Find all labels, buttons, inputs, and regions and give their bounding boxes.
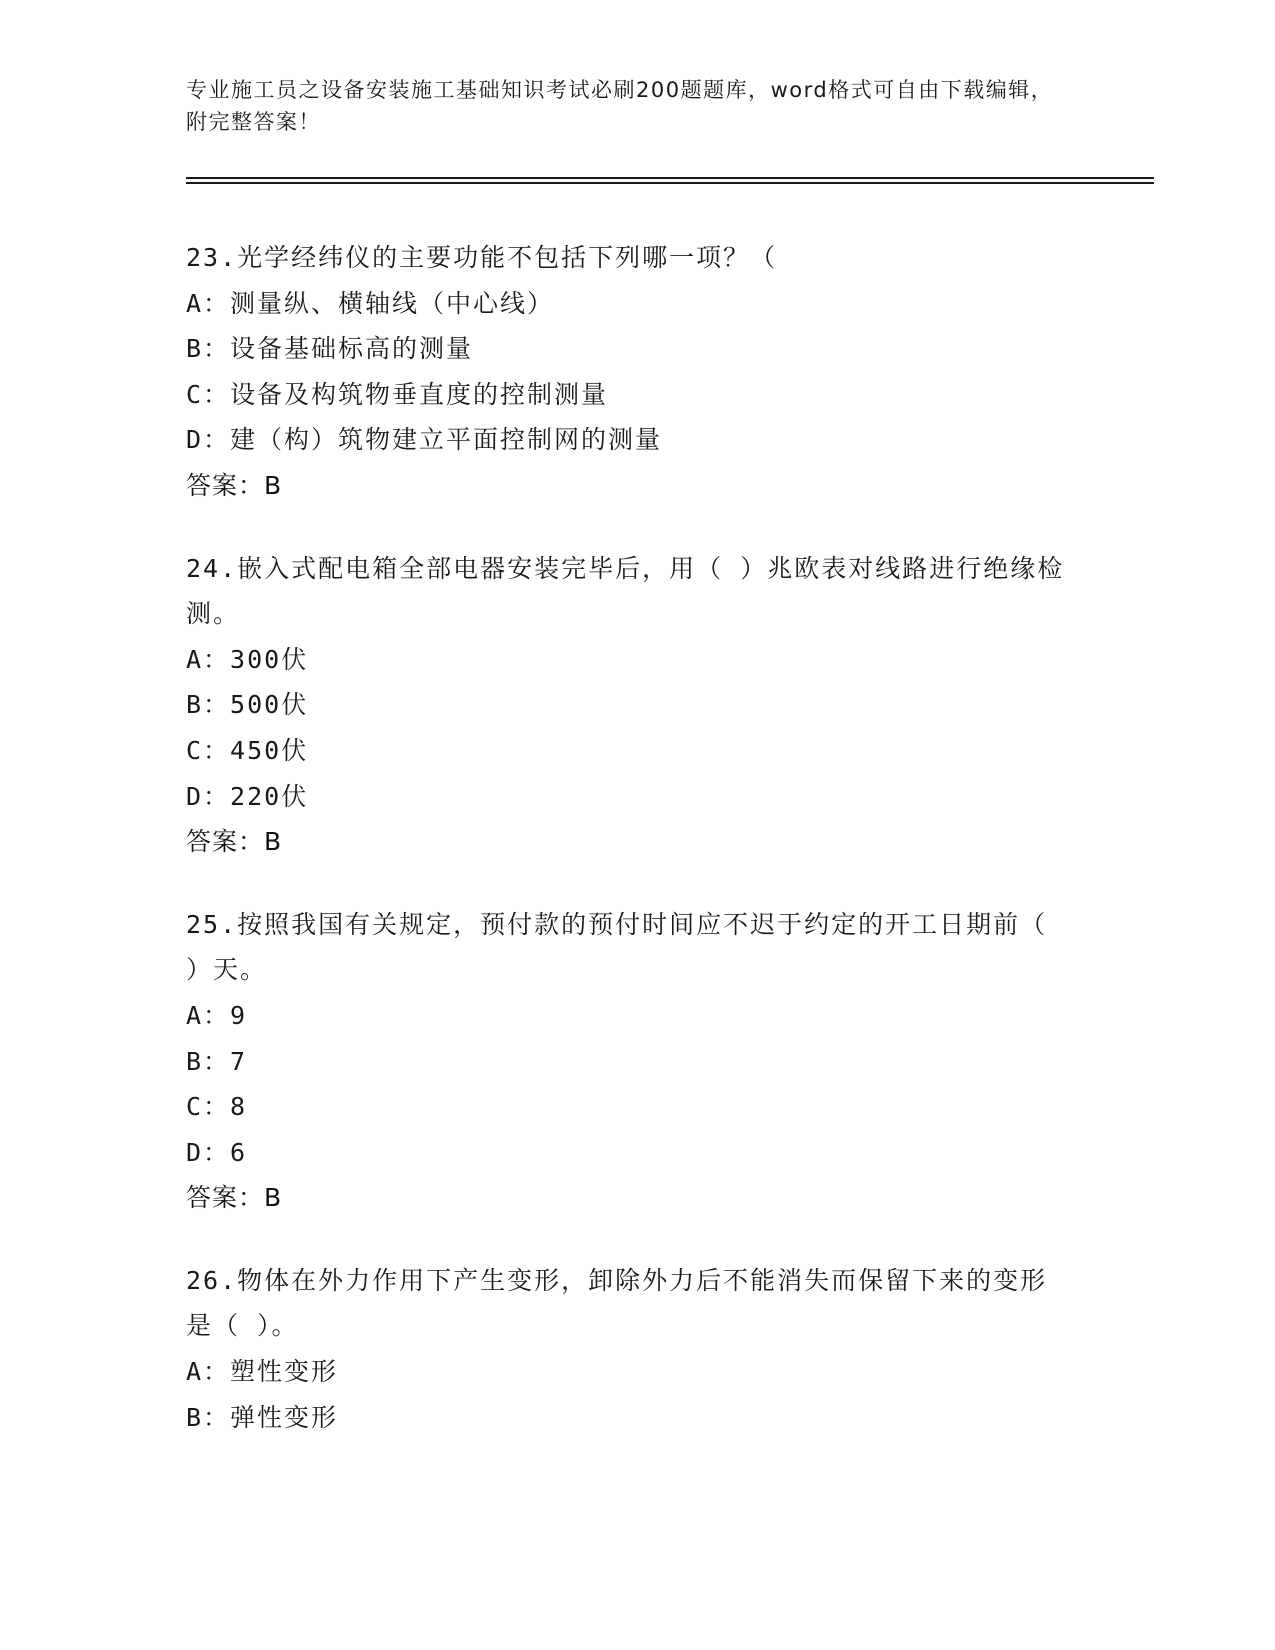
question-stem: 23.光学经纬仪的主要功能不包括下列哪一项？（ — [186, 243, 778, 272]
option-a: A：9 — [186, 1000, 248, 1030]
option-c: C：设备及构筑物垂直度的控制测量 — [186, 379, 609, 409]
option-a: A：测量纵、横轴线（中心线） — [186, 288, 555, 318]
answer-line: 答案：B — [186, 827, 283, 857]
question-stem: 26.物体在外力作用下产生变形，卸除外力后不能消失而保留下来的变形是（ ）。 — [186, 1265, 1048, 1341]
option-c: C：450伏 — [186, 735, 309, 765]
option-c: C：8 — [186, 1092, 248, 1122]
header-rule-bottom — [186, 182, 1154, 184]
header-rule-top — [186, 177, 1154, 179]
option-a: A：300伏 — [186, 644, 309, 674]
document-header: 专业施工员之设备安装施工基础知识考试必刷200题题库，word格式可自由下载编辑，附完整答案！ — [186, 78, 1054, 134]
question-24 — [186, 546, 1086, 865]
option-b: B：7 — [186, 1046, 248, 1076]
option-b: B：设备基础标高的测量 — [186, 334, 474, 364]
answer-line: 答案：B — [186, 1183, 283, 1213]
question-stem: 24.嵌入式配电箱全部电器安装完毕后，用（ ）兆欧表对线路进行绝缘检测。 — [186, 553, 1065, 629]
option-d: D：220伏 — [186, 781, 309, 811]
answer-line: 答案：B — [186, 470, 283, 500]
option-d: D：6 — [186, 1137, 248, 1167]
option-a: A：塑性变形 — [186, 1357, 339, 1387]
question-23 — [186, 235, 1086, 509]
question-stem: 25.按照我国有关规定，预付款的预付时间应不迟于约定的开工日期前（ ）天。 — [186, 909, 1048, 985]
question-list — [186, 235, 1086, 1477]
option-b: B：弹性变形 — [186, 1402, 339, 1432]
question-26 — [186, 1258, 1086, 1440]
question-25 — [186, 902, 1086, 1221]
option-d: D：建（构）筑物建立平面控制网的测量 — [186, 425, 663, 455]
option-b: B：500伏 — [186, 690, 309, 720]
